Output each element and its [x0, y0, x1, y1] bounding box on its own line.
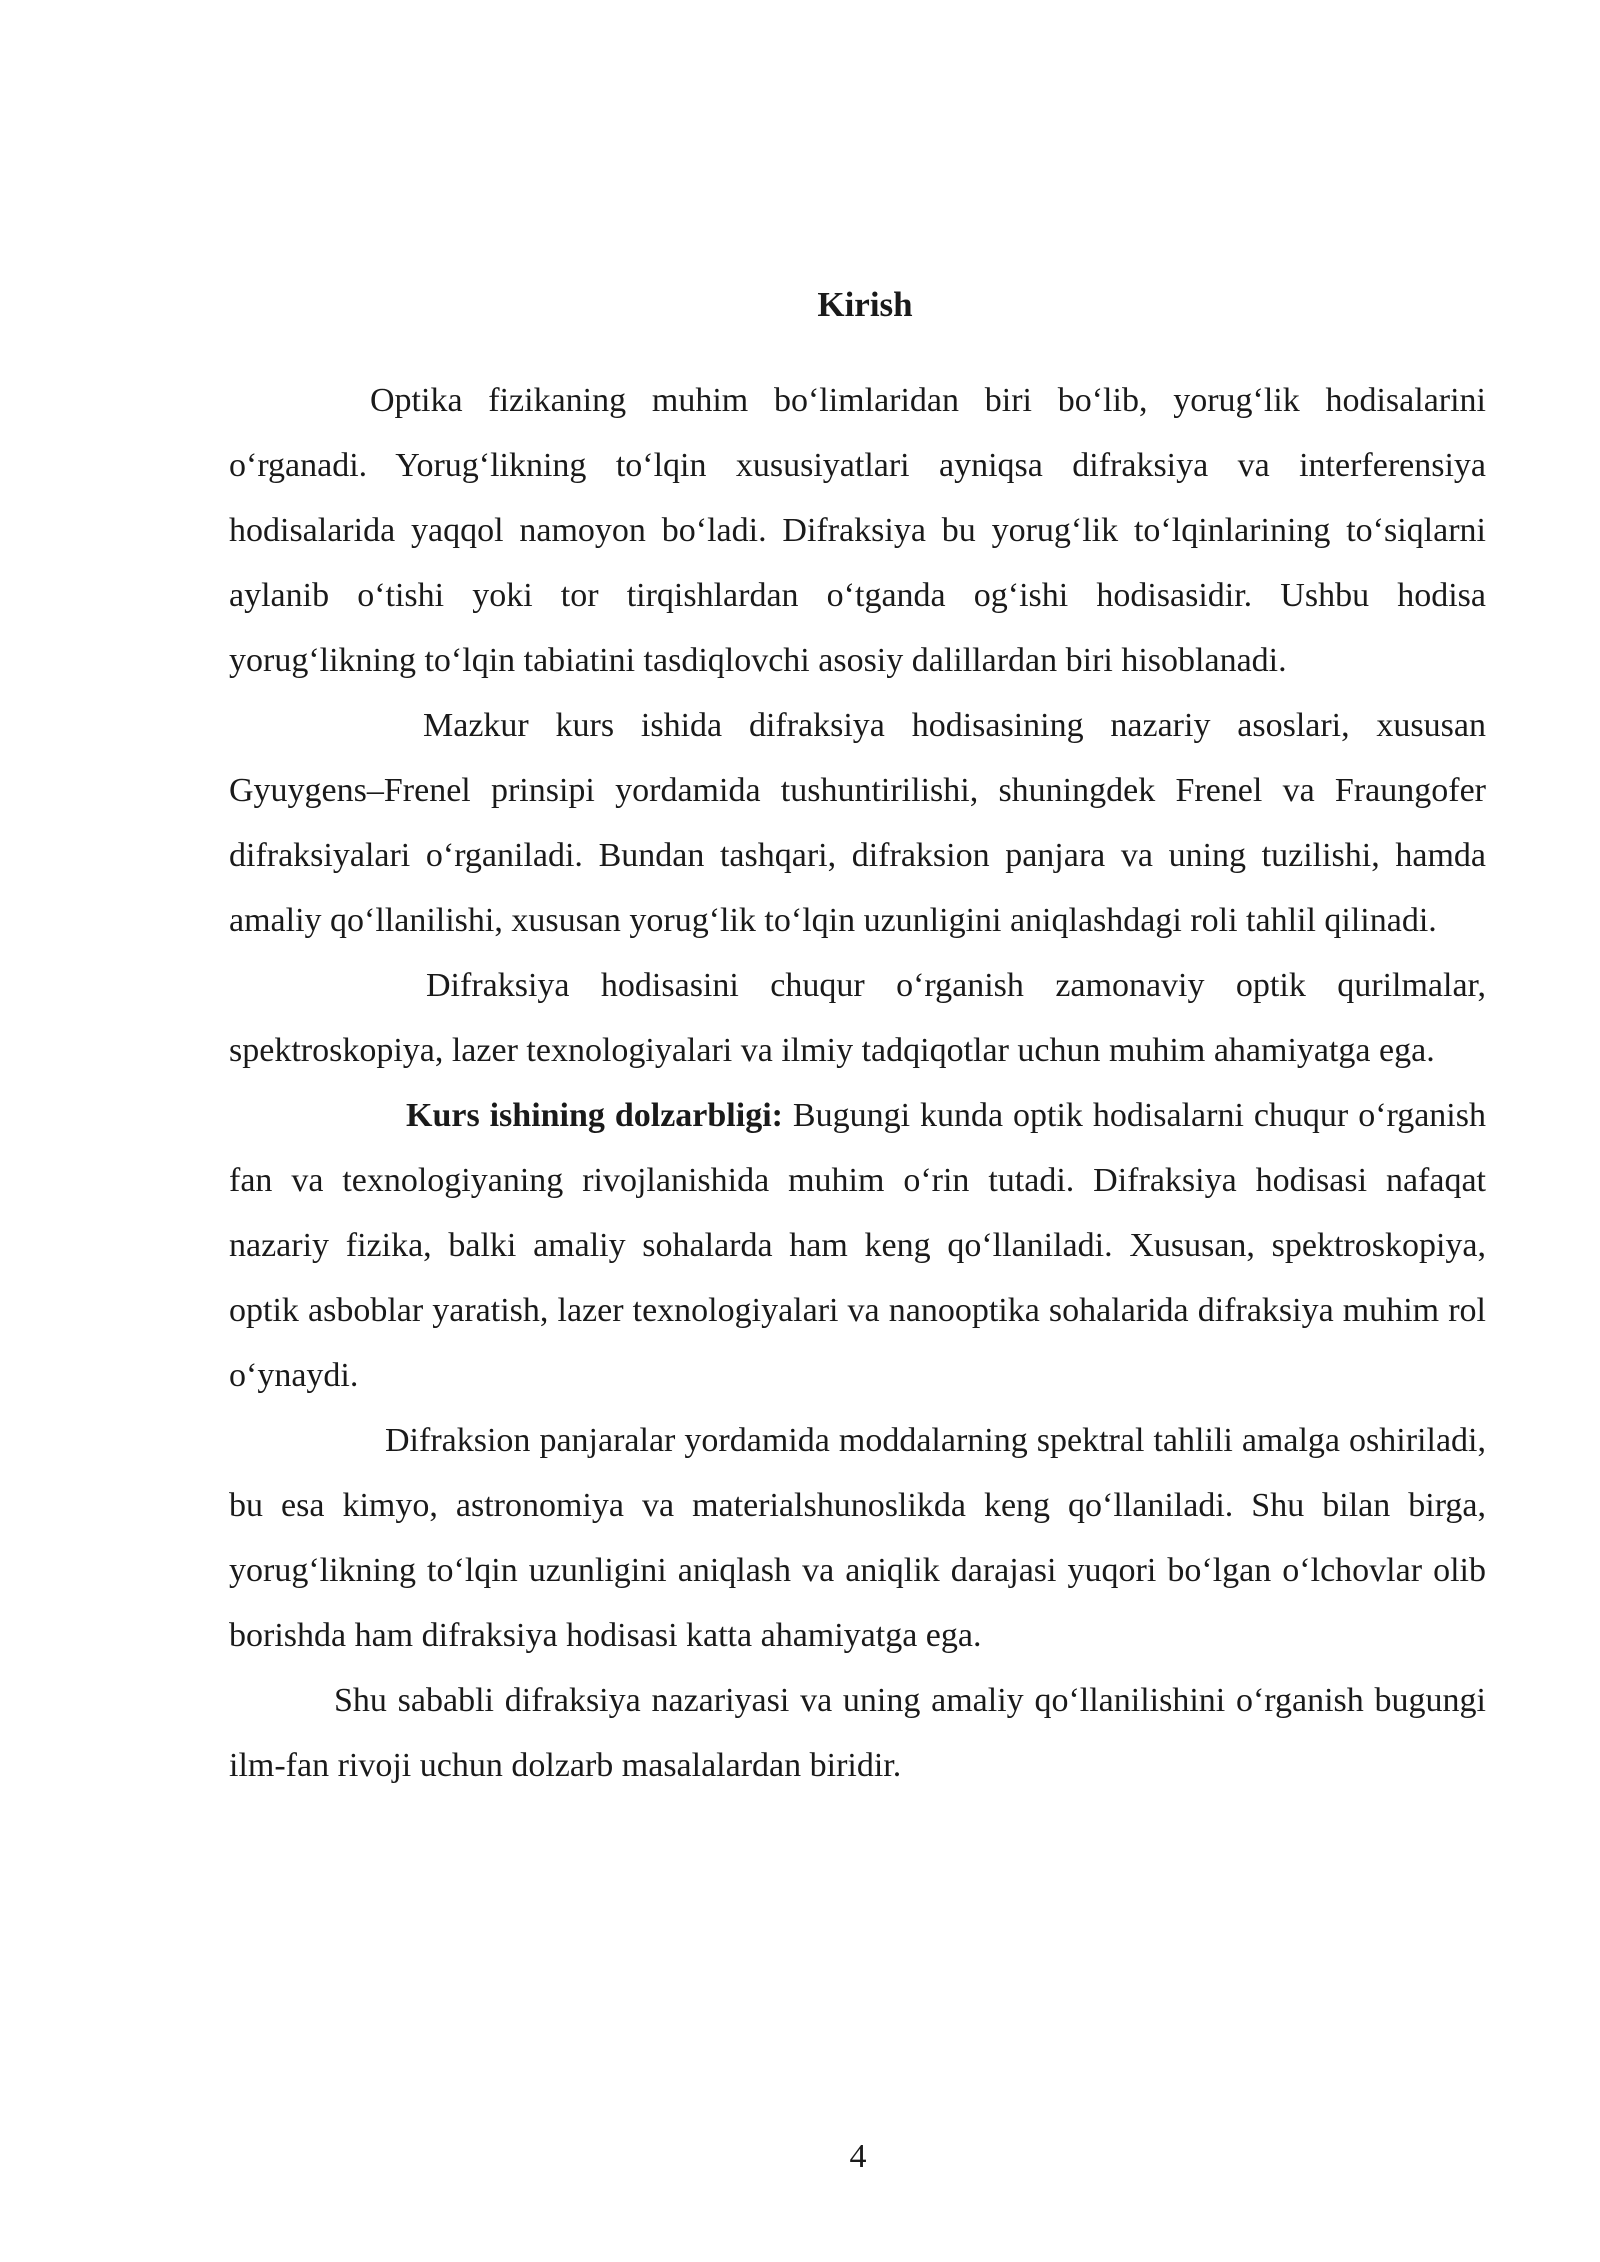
paragraph-diffraction-gratings: Difraksion panjaralar yordamida moddalarning spektral tahlili amalga oshiriladi, bu esa kimyo, astronomiya va materialshunoslikda keng qo‘llaniladi. Shu bilan birga, yorug‘likning to‘lqin uzunligini aniqlash va aniqlik darajasi yuqori bo‘lgan o‘lchovlar olib borishda ham difraksiya hodisasi katta ahamiyatga ega. — [229, 1422, 1486, 1654]
relevance-heading: Kurs ishining dolzarbligi: — [406, 1097, 783, 1134]
body-text — [229, 368, 1486, 1798]
paragraph-course-scope: Mazkur kurs ishida difraksiya hodisasining nazariy asoslari, xususan Gyuygens–Frenel prinsipi yordamida tushuntirilishi, shuningdek Frenel va Fraungofer difraksiyalari o‘rganiladi. Bundan tashqari, difraksion panjara va uning tuzilishi, hamda amaliy qo‘llanilishi, xususan yorug‘lik to‘lqin uzunligini aniqlashdagi roli tahlil qilinadi. — [229, 707, 1486, 939]
page-title: Kirish — [817, 285, 913, 324]
paragraph-relevance — [229, 1083, 1486, 1408]
relevance-text: Bugungi kunda optik hodisalarni chuqur o‘rganish fan va texnologiyaning rivojlanishida muhim o‘rin tutadi. Difraksiya hodisasi nafaqat nazariy fizika, balki amaliy sohalarda ham keng qo‘llaniladi. Xususan, spektroskopiya, optik asboblar yaratish, lazer texnologiyalari va nanooptika sohalarida difraksiya muhim rol o‘ynaydi. — [229, 1097, 1486, 1394]
paragraph-optika-introduction: Optika fizikaning muhim bo‘limlaridan biri bo‘lib, yorug‘lik hodisalarini o‘rganadi. Yorug‘likning to‘lqin xususiyatlari ayniqsa difraksiya va interferensiya hodisalarida yaqqol namoyon bo‘ladi. Difraksiya bu yorug‘lik to‘lqinlarining to‘siqlarni aylanib o‘tishi yoki tor tirqishlardan o‘tganda og‘ishi hodisasidir. Ushbu hodisa yorug‘likning to‘lqin tabiatini tasdiqlovchi asosiy dalillardan biri hisoblanadi. — [229, 382, 1486, 679]
paragraph-conclusion: Shu sababli difraksiya nazariyasi va uning amaliy qo‘llanilishini o‘rganish bugungi ilm-fan rivoji uchun dolzarb masalalardan biridir. — [229, 1682, 1486, 1784]
page-number: 4 — [849, 2138, 867, 2175]
paragraph-diffraction-importance: Difraksiya hodisasini chuqur o‘rganish zamonaviy optik qurilmalar, spektroskopiya, lazer texnologiyalari va ilmiy tadqiqotlar uchun muhim ahamiyatga ega. — [229, 967, 1486, 1069]
